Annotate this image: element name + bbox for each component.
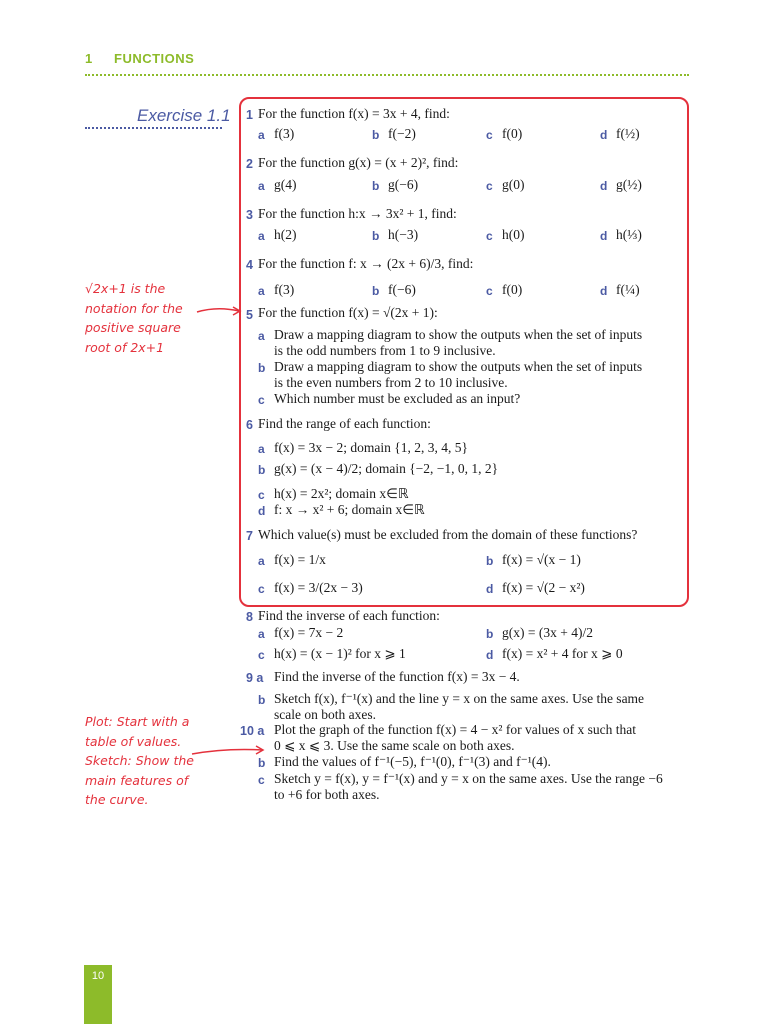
q6-label-a: a [258, 442, 265, 456]
page-number: 10 [91, 970, 105, 982]
q1-part-c: f(0) [502, 126, 523, 141]
q8-label-d: d [486, 648, 494, 662]
q8-label-b: b [486, 627, 494, 641]
q5-label-b: b [258, 361, 266, 375]
sqrt-note-arrow [195, 302, 245, 318]
q3-part-a: h(2) [274, 227, 297, 242]
plot-note-line: table of values. [85, 733, 182, 749]
q1-label-c: c [486, 128, 493, 142]
exercise-title-underline [85, 127, 222, 129]
q3-text: For the function h:x → 3x² + 1, find: [258, 206, 457, 221]
q6-c: h(x) = 2x²; domain x∈ℝ [274, 486, 409, 501]
q1-label-b: b [372, 128, 380, 142]
q7-label-c: c [258, 582, 265, 596]
q5-label-a: a [258, 329, 265, 343]
q1-part-b: f(−2) [388, 126, 416, 141]
q10-a-line2: 0 ⩽ x ⩽ 3. Use the same scale on both axes. [274, 738, 515, 753]
q6-number: 6 [246, 418, 253, 432]
q7-a: f(x) = 1/x [274, 552, 326, 567]
q1-label-a: a [258, 128, 265, 142]
q4-number: 4 [246, 258, 253, 272]
q3-part-b: h(−3) [388, 227, 419, 242]
q2-part-a: g(4) [274, 177, 297, 192]
q3-label-a: a [258, 229, 265, 243]
header-divider [85, 74, 689, 76]
q9-number: 9 a [246, 671, 264, 685]
plot-note-line: Sketch: Show the [85, 753, 194, 768]
plot-note-arrow [190, 742, 270, 760]
q4-text: For the function f: x → (2x + 6)/3, find: [258, 256, 474, 271]
plot-margin-note [85, 712, 194, 810]
q8-b: g(x) = (3x + 4)/2 [502, 625, 593, 640]
chapter-number: 1 [85, 51, 93, 66]
q10-c-line1: Sketch y = f(x), y = f⁻¹(x) and y = x on the same axes. Use the range −6 [274, 771, 663, 786]
q6-text: Find the range of each function: [258, 416, 431, 431]
q2-text: For the function g(x) = (x + 2)², find: [258, 155, 459, 170]
q8-a: f(x) = 7x − 2 [274, 625, 344, 640]
q10-number: 10 a [240, 724, 265, 738]
q7-text: Which value(s) must be excluded from the domain of these functions? [258, 527, 638, 542]
q9-label-b: b [258, 693, 266, 707]
q4-part-a: f(3) [274, 282, 295, 297]
q6-label-d: d [258, 504, 266, 518]
q4-label-a: a [258, 284, 265, 298]
q7-c: f(x) = 3/(2x − 3) [274, 580, 363, 595]
sqrt-note-line: notation for the [85, 300, 183, 316]
q2-part-b: g(−6) [388, 177, 419, 192]
q6-b: g(x) = (x − 4)/2; domain {−2, −1, 0, 1, 2} [274, 461, 499, 476]
q4-part-d: f(¼) [616, 282, 640, 297]
q8-number: 8 [246, 610, 253, 624]
q1-part-a: f(3) [274, 126, 295, 141]
exercise-title: Exercise 1.1 [137, 106, 231, 125]
q1-text: For the function f(x) = 3x + 4, find: [258, 106, 450, 121]
q6-label-c: c [258, 488, 265, 502]
q5-a-line1: Draw a mapping diagram to show the outputs when the set of inputs [274, 327, 643, 342]
q4-part-c: f(0) [502, 282, 523, 297]
plot-note-line: main features of [85, 772, 189, 788]
q2-number: 2 [246, 157, 253, 171]
q5-number: 5 [246, 308, 253, 322]
q8-c: h(x) = (x − 1)² for x ⩾ 1 [274, 646, 406, 661]
q5-a-line2: is the odd numbers from 1 to 9 inclusive. [274, 343, 496, 358]
q3-part-d: h(⅓) [616, 227, 642, 242]
q10-b: Find the values of f⁻¹(−5), f⁻¹(0), f⁻¹(3) and f⁻¹(4). [274, 754, 551, 769]
q8-label-a: a [258, 627, 265, 641]
q5-label-c: c [258, 393, 265, 407]
q2-part-c: g(0) [502, 177, 525, 192]
q9-b-line1: Sketch f(x), f⁻¹(x) and the line y = x on the same axes. Use the same [274, 691, 645, 706]
q8-text: Find the inverse of each function: [258, 608, 440, 623]
q1-number: 1 [246, 108, 253, 122]
q6-a: f(x) = 3x − 2; domain {1, 2, 3, 4, 5} [274, 440, 468, 455]
q7-label-d: d [486, 582, 494, 596]
q3-label-d: d [600, 229, 608, 243]
q10-label-b: b [258, 756, 266, 770]
q3-part-c: h(0) [502, 227, 525, 242]
q2-label-d: d [600, 179, 608, 193]
q2-label-b: b [372, 179, 380, 193]
chapter-title: FUNCTIONS [114, 51, 195, 66]
q8-label-c: c [258, 648, 265, 662]
q2-label-c: c [486, 179, 493, 193]
sqrt-note-line: root of 2x+1 [85, 339, 165, 355]
q5-c: Which number must be excluded as an input? [274, 391, 521, 406]
q4-label-c: c [486, 284, 493, 298]
q7-b: f(x) = √(x − 1) [502, 552, 581, 567]
q2-label-a: a [258, 179, 265, 193]
q10-a-line1: Plot the graph of the function f(x) = 4 − x² for values of x such that [274, 722, 636, 737]
q4-label-b: b [372, 284, 380, 298]
sqrt-note-line: positive square [85, 320, 181, 335]
sqrt-margin-note [85, 279, 183, 357]
q7-label-b: b [486, 554, 494, 568]
q6-d: f: x → x² + 6; domain x∈ℝ [274, 502, 425, 517]
q5-b-line1: Draw a mapping diagram to show the outputs when the set of inputs [274, 359, 643, 374]
q1-part-d: f(½) [616, 126, 640, 141]
q9-a: Find the inverse of the function f(x) = 3x − 4. [274, 669, 520, 684]
q3-label-b: b [372, 229, 380, 243]
sqrt-note-line: √2x+1 is the [85, 281, 166, 296]
q5-text: For the function f(x) = √(2x + 1): [258, 305, 438, 320]
q9-b-line2: scale on both axes. [274, 707, 376, 722]
q3-label-c: c [486, 229, 493, 243]
q8-d: f(x) = x² + 4 for x ⩾ 0 [502, 646, 623, 661]
q7-d: f(x) = √(2 − x²) [502, 580, 585, 595]
q7-number: 7 [246, 529, 253, 543]
q7-label-a: a [258, 554, 265, 568]
plot-note-line: Plot: Start with a [85, 714, 190, 729]
q3-number: 3 [246, 208, 253, 222]
q5-b-line2: is the even numbers from 2 to 10 inclusive. [274, 375, 508, 390]
q10-c-line2: to +6 for both axes. [274, 787, 380, 802]
q2-part-d: g(½) [616, 177, 642, 192]
plot-note-line: the curve. [85, 792, 149, 807]
q10-label-c: c [258, 773, 265, 787]
q4-label-d: d [600, 284, 608, 298]
q1-label-d: d [600, 128, 608, 142]
q6-label-b: b [258, 463, 266, 477]
q4-part-b: f(−6) [388, 282, 416, 297]
